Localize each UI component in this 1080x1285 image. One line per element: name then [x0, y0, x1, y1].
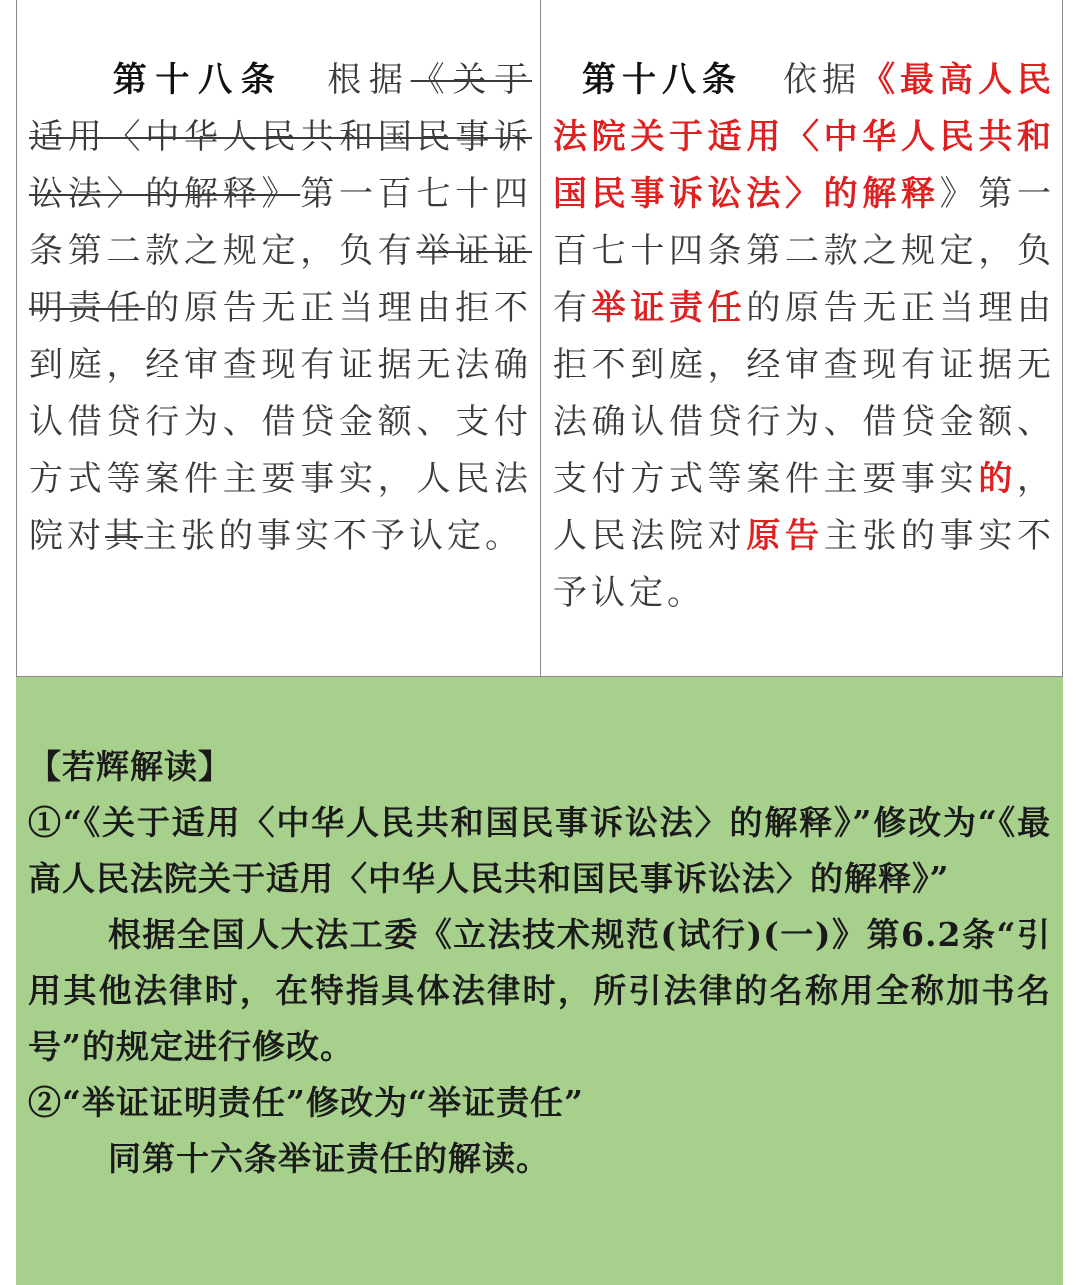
left-text-2: 第一百七十四条第二款之规定，负有 — [29, 174, 532, 271]
commentary-item-1-note: 根据全国人大法工委《立法技术规范(试行)(一)》第6.2条“引用其他法律时，在特指具体法律时，所引法律的名称用全称加书名号”的规定进行修改。 — [28, 915, 1051, 1066]
deleted-text-1: 《关于适用〈中华人民共和国民事诉讼法〉的解释》 — [29, 60, 533, 214]
left-text-4: 主张的事实不予认定。 — [143, 516, 523, 556]
commentary-heading: 【若辉解读】 — [28, 747, 232, 786]
comparison-table — [16, 0, 1063, 677]
left-article-number: 第十八条 — [109, 60, 284, 100]
right-article-number: 第十八条 — [581, 60, 742, 100]
inserted-text-2: 举证责任 — [591, 288, 747, 328]
deleted-text-3: 其 — [105, 516, 143, 556]
original-text-cell — [29, 52, 532, 565]
right-text-5: 主张的事实不予认定。 — [553, 516, 1056, 613]
deleted-text-2: 举证证明责任 — [29, 231, 532, 328]
inserted-text-4: 原告 — [746, 516, 824, 556]
commentary-panel — [16, 677, 1063, 1285]
column-divider — [540, 0, 541, 676]
inserted-text-3: 的 — [978, 459, 1018, 499]
commentary-item-2: ②“举证证明责任”修改为“举证责任” — [28, 1083, 584, 1122]
left-text-1: 根据 — [323, 60, 411, 100]
inserted-text-1: 《最高人民法院关于适用〈中华人民共和国民事诉讼法〉的解释 — [553, 60, 1055, 214]
right-text-3: 的原告无正当理由拒不到庭，经审查现有证据无法确认借贷行为、借贷金额、支付方式等案件主要事实 — [553, 288, 1056, 499]
left-text-3: 的原告无正当理由拒不到庭，经审查现有证据无法确认借贷行为、借贷金额、支付方式等案件主要事实，人民法院对 — [29, 288, 532, 556]
commentary-item-2-note: 同第十六条举证责任的解读。 — [108, 1139, 550, 1178]
revised-text-cell — [553, 52, 1055, 622]
commentary-item-1: ①“《关于适用〈中华人民共和国民事诉讼法〉的解释》”修改为“《最高人民法院关于适用〈中华人民共和国民事诉讼法〉的解释》” — [28, 803, 1051, 898]
right-text-1: 依据 — [782, 60, 861, 100]
right-text-2: 》第一百七十四条第二款之规定，负有 — [553, 174, 1056, 328]
right-text-4: ，人民法院对 — [553, 459, 1056, 556]
